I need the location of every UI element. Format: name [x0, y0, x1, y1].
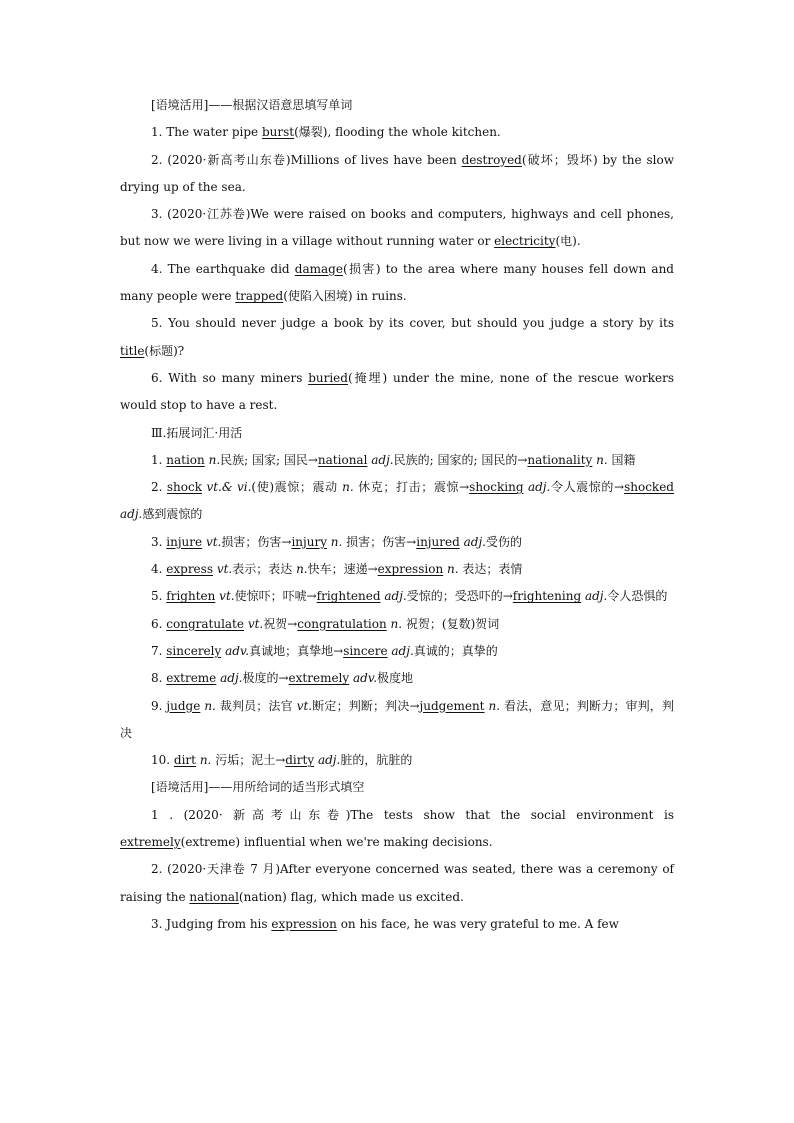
vocab-item-1: 1. nation n.民族; 国家; 国民→national adj.民族的; 国家的; 国民的→nationality n. 国籍: [151, 452, 636, 467]
exercise-item-3: 3. (2020·江苏卷)We were raised on books and computers, highways and cell phones, but now we were living in a village without running water or electricity(电).: [120, 207, 674, 249]
answer-word: trapped: [235, 289, 284, 304]
vocab-item-6: 6. congratulate vt.祝贺→congratulation n. 祝贺；(复数)贺词: [151, 616, 500, 631]
exercise-item-6: 6. With so many miners buried(掩埋) under the mine, none of the rescue workers would stop to have a rest.: [120, 370, 674, 413]
vocab-word: expression: [377, 562, 444, 577]
vocab-word: dirt: [173, 753, 196, 768]
vocab-item-8: 8. extreme adj.极度的→extremely adv.极度地: [151, 671, 414, 686]
vocab-word: congratulate: [166, 616, 244, 631]
vocab-word: judge: [166, 698, 201, 713]
vocab-word: injury: [291, 534, 327, 549]
vocab-word: congratulation: [297, 616, 387, 631]
answer-word: damage: [294, 261, 343, 276]
vocab-word: nationality: [527, 452, 593, 467]
vocab-word: express: [166, 562, 213, 577]
section-header-vocabulary-expansion: Ⅲ.拓展词汇·用活: [151, 425, 243, 440]
answer-word: national: [189, 889, 239, 904]
vocab-word: injured: [416, 534, 460, 549]
vocab-word: shocking: [469, 480, 524, 495]
exercise-item-1: 1. The water pipe burst(爆裂), flooding the whole kitchen.: [151, 125, 501, 140]
vocab-word: shock: [166, 480, 202, 495]
vocab-word: frightening: [512, 589, 582, 604]
vocab-word: frightened: [316, 589, 381, 604]
answer-word: extremely: [120, 835, 181, 850]
vocab-item-10: 10. dirt n. 污垢；泥土→dirty adj.脏的，肮脏的: [151, 753, 413, 768]
answer-word: title: [120, 343, 145, 358]
fill-item-2: 2. (2020·天津卷 7 月)After everyone concerned was seated, there was a ceremony of raising the national(nation) flag, which made us excited.: [120, 862, 674, 904]
vocab-word: shocked: [624, 480, 674, 495]
vocab-word: dirty: [285, 753, 315, 768]
exercise-item-5: 5. You should never judge a book by its cover, but should you judge a story by its title(标题)?: [120, 316, 674, 358]
section-header-context-practice-2: [语境活用]——用所给词的适当形式填空: [151, 780, 365, 795]
vocab-word: nation: [166, 452, 205, 467]
vocab-word: extremely: [288, 671, 350, 686]
vocab-word: national: [317, 452, 368, 467]
answer-word: buried: [308, 370, 348, 385]
vocab-item-9: 9. judge n. 裁判员；法官 vt.断定；判断；判决→judgement n. 看法，意见；判断力；审判，判决: [120, 698, 674, 740]
vocab-word: frighten: [166, 589, 216, 604]
vocab-word: sincerely: [166, 643, 222, 658]
answer-word: burst: [261, 125, 295, 140]
fill-item-1: 1 . (2020· 新高考山东卷)The tests show that the social environment is extremely(extreme) influential when we're making decisions.: [120, 807, 674, 850]
vocab-item-3: 3. injure vt.损害；伤害→injury n. 损害；伤害→injured adj.受伤的: [151, 534, 522, 549]
exercise-item-2: 2. (2020·新高考山东卷)Millions of lives have been destroyed(破坏；毁坏) by the slow drying up of the sea.: [120, 152, 674, 194]
section-header-context-practice-1: [语境活用]——根据汉语意思填写单词: [151, 98, 353, 112]
answer-word: expression: [271, 916, 337, 931]
fill-item-3: 3. Judging from his expression on his face, he was very grateful to me. A few: [151, 916, 619, 931]
vocab-item-5: 5. frighten vt.使惊吓；吓唬→frightened adj.受惊的；受恐吓的→frightening adj.令人恐惧的: [151, 589, 668, 604]
exercise-item-4: 4. The earthquake did damage(损害) to the area where many houses fell down and many people were trapped(使陷入困境) in ruins.: [120, 261, 674, 304]
vocab-item-4: 4. express vt.表示；表达 n.快车；速递→expression n. 表达；表情: [151, 562, 523, 577]
answer-word: destroyed: [461, 152, 522, 167]
answer-word: electricity: [494, 234, 556, 249]
vocab-item-2: 2. shock vt.& vi.(使)震惊；震动 n. 休克；打击；震惊→shocking adj.令人震惊的→shocked adj.感到震惊的: [120, 480, 674, 522]
vocab-word: sincere: [343, 643, 388, 658]
vocab-item-7: 7. sincerely adv.真诚地；真挚地→sincere adj.真诚的；真挚的: [151, 643, 498, 658]
vocab-word: injure: [166, 534, 203, 549]
vocab-word: extreme: [166, 671, 217, 686]
vocab-word: judgement: [419, 698, 485, 713]
document-page: [120, 92, 674, 938]
